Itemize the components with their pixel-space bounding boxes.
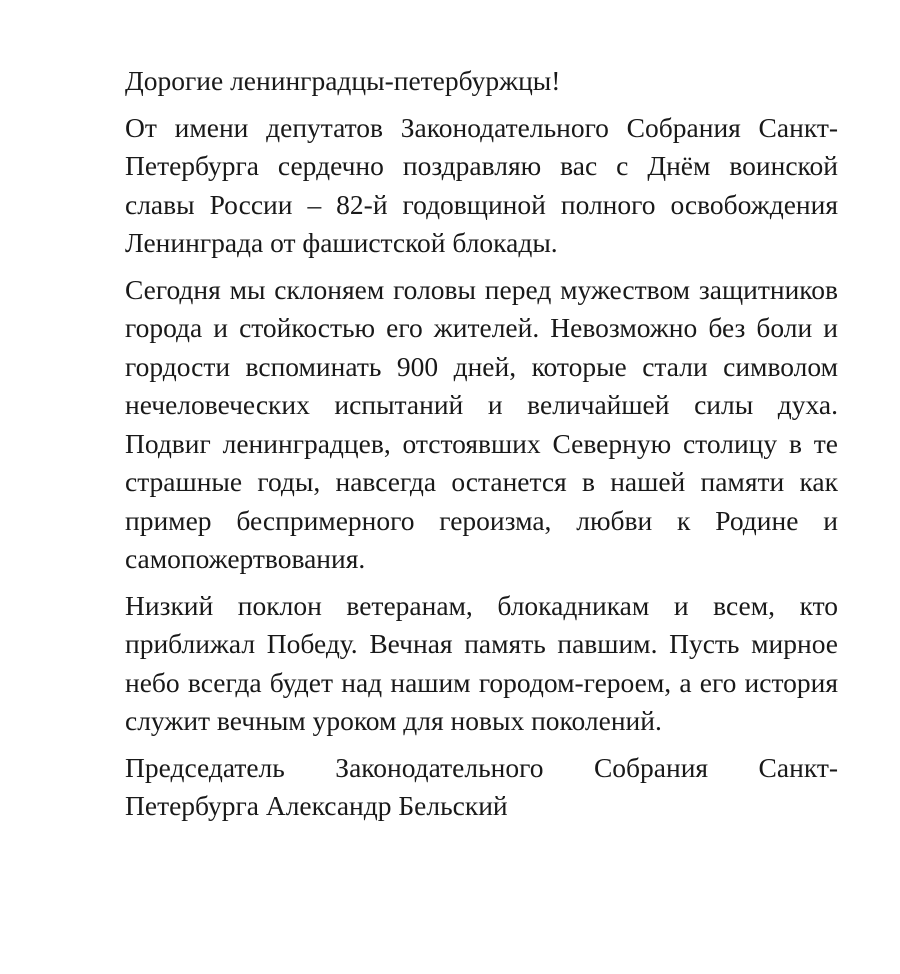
document-body bbox=[125, 62, 838, 826]
paragraph-greeting: Дорогие ленинградцы-петербуржцы! bbox=[125, 65, 561, 96]
paragraph-intro: От имени депутатов Законодательного Собрания Санкт-Петербурга сердечно поздравляю вас с Днём воинской славы России – 82-й годовщиной полного освобождения Ленинграда от фашистской блокады. bbox=[125, 111, 838, 258]
paragraph-tribute: Низкий поклон ветеранам, блокадникам и всем, кто приближал Победу. Вечная память павшим. Пусть мирное небо всегда будет над нашим городом-героем, а его история служит вечным уроком для новых поколений. bbox=[125, 589, 838, 736]
paragraph-remembrance: Сегодня мы склоняем головы перед мужеством защитников города и стойкостью его жителей. Невозможно без боли и гордости вспоминать 900 дней, которые стали символом нечеловеческих испытаний и величайшей силы духа. Подвиг ленинградцев, отстоявших Северную столицу в те страшные годы, навсегда останется в нашей памяти как пример беспримерного героизма, любви к Родине и самопожертвования. bbox=[125, 273, 838, 574]
paragraph-signature: Председатель Законодательного Собрания Санкт-Петербурга Александр Бельский bbox=[125, 751, 838, 821]
